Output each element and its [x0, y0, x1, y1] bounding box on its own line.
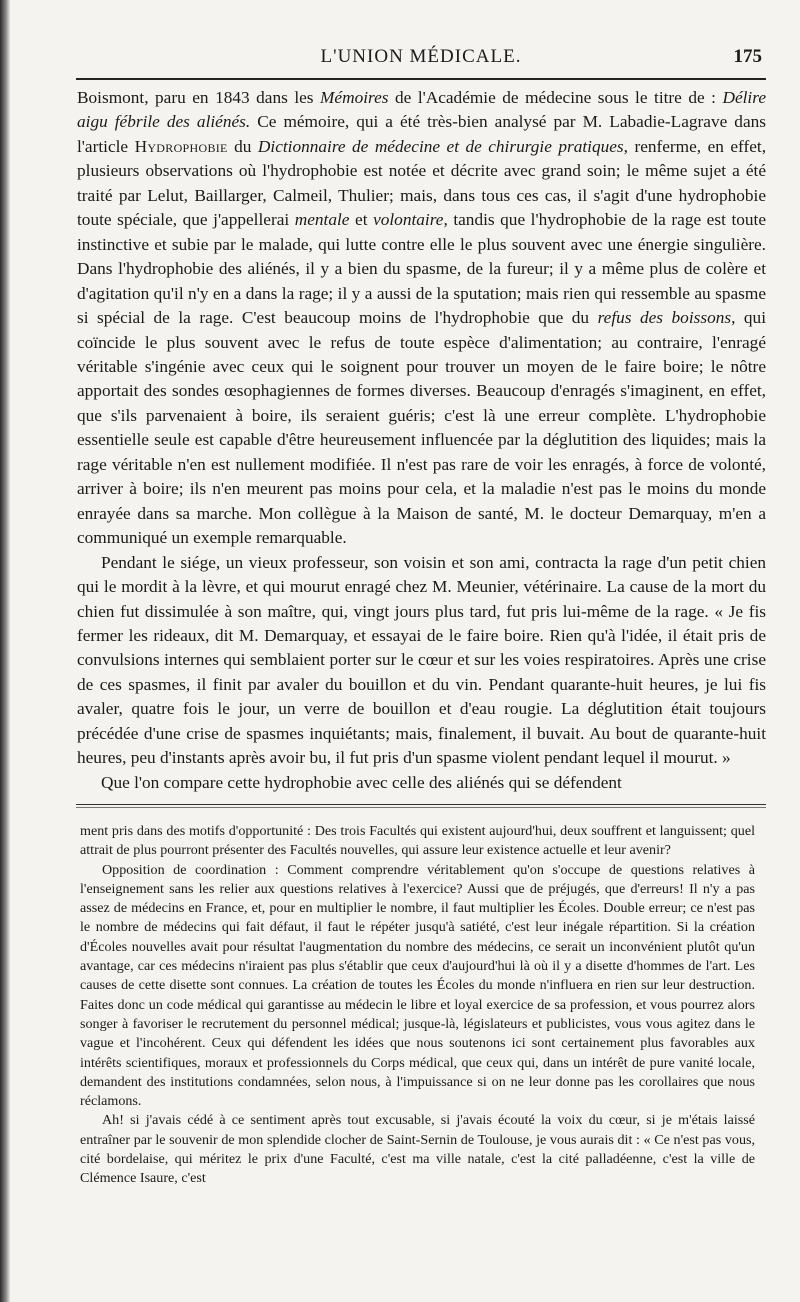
main-text [77, 86, 766, 795]
footnote-paragraph-2: Opposition de coordination : Comment comprendre véritablement qu'on s'occupe de questions relatives à l'enseignement sans les relier aux questions relatives à l'exercice? Aussi que de préjugés, que d'erreurs! Il n'y a pas assez de médecins en France, et, pour en multiplier le nombre, il faut multiplier les Écoles. Double erreur; ce n'est pas le nombre de médecins qui fait défaut, il faut le répéter jusqu'à satiété, c'est leur inégale répartition. Si la création d'Écoles nouvelles avait pour résultat l'augmentation du nombre des médecins, ce serait un inconvénient plutôt qu'un avantage, car ces médecins n'iraient pas plus s'établir que ceux d'aujourd'hui là où il y a disette d'hommes de l'art. Les causes de cette disette sont connues. La création de toutes les Écoles du monde n'influera en rien sur leur destruction. Faites donc un code médical qui garantisse au médecin le libre et loyal exercice de sa profession, et vous pourrez alors songer à favoriser le recrutement du personnel médical; jusque-là, législateurs et publicistes, vous vous agitez dans le vague et l'incohérent. Ceux qui défendent les idées que nous soutenons ici sont certainement plus favorables aux intérêts scientifiques, moraux et professionnels du Corps médical, que ceux qui, dans un intérêt de pure vanité locale, demandent des institutions condamnées, selon nous, à l'impuissance si on ne leur donne pas les corollaires que nous réclamons. [80, 861, 755, 1110]
text-run: , tandis que l'hydrophobie de la rage est toute instinctive et subie par le malade, qui lutte contre elle le plus souvent avec une énergie singulière. Dans l'hydrophobie des aliénés, il y a bien du spasme, de la fureur; il y a même plus de colère et d'agitation qu'il n'y en a dans la rage; il y a aussi de la sputation; mais rien qui ressemble au spasme si spécial de la rage. C'est beaucoup moins de l'hydrophobie que du [77, 210, 766, 328]
paragraph-2: Pendant le siége, un vieux professeur, son voisin et son ami, contracta la rage d'un petit chien qui le mordit à la lèvre, et qui mourut enragé chez M. Meunier, vétérinaire. La cause de la mort du chien fut dissimulée à son maître, qui, vingt jours plus tard, fut pris lui-même de la rage. « Je fis fermer les rideaux, dit M. Demarquay, et essayai de le faire boire. Rien qu'à l'idée, il était pris de convulsions internes qui semblaient porter sur le cœur et sur les voies respiratoires. Après une crise de ces spasmes, il finit par avaler du bouillon et du vin. Pendant quarante-huit heures, je lui fis avaler, quatre fois le jour, un verre de bouillon et d'eau rougie. La déglutition était toujours précédée d'une crise de spasmes inquiétants; mais, finalement, il buvait. Au bout de quarante-huit heures, peu d'instants après avoir bu, il fut pris d'un spasme violent pendant lequel il mourut. » [77, 552, 766, 768]
running-title: L'UNION MÉDICALE. [320, 46, 522, 67]
page-header [76, 46, 766, 72]
book-spine-shadow [0, 0, 10, 1302]
text-run: , renferme, en effet, plusieurs observations où l'hydrophobie est notée et décrite avec grand soin; le même sujet a été traité par Lelut, Baillarger, Calmeil, Thulier; mais, dans tous ces cas, il s'agit d'une hydrophobie toute spéciale, que j'appellerai [77, 136, 767, 230]
italic-run: Délire aigu fébrile des aliénés. [77, 88, 766, 132]
paragraph-1 [77, 86, 766, 551]
footnote-paragraph-3: Ah! si j'avais cédé à ce sentiment après tout excusable, si j'avais écouté la voix du cœur, si je m'étais laissé entraîner par le souvenir de mon splendide clocher de Saint-Sernin de Toulouse, je vous aurais dit : « Ce n'est pas vous, cité bordelaise, qui méritez le prix d'une Faculté, c'est ma ville natale, c'est la cité palladéenne, c'est la ville de Clémence Isaure, c'est [80, 1112, 755, 1187]
text-run: Boismont, paru en 1843 dans les [77, 88, 321, 107]
footnote-paragraph-1: ment pris dans des motifs d'opportunité : Des trois Facultés qui existent aujourd'hui, deux souffrent et languissent; quel attrait de plus pourront présenter des Facultés nouvelles, qui assure leur existence actuelle et leur avenir? [80, 823, 755, 859]
footnote-text [80, 822, 755, 1189]
footnote-rule [76, 804, 766, 805]
footnote-rule-secondary [76, 807, 766, 808]
text-run: et [349, 210, 374, 230]
page-number: 175 [733, 46, 762, 67]
italic-run: mentale [294, 210, 350, 230]
italic-run: Mémoires [320, 88, 389, 107]
text-run: Ce mémoire, qui a été très-bien analysé par M. Labadie-Lagrave dans l'article [77, 112, 766, 156]
italic-run: volontaire [373, 210, 444, 230]
paragraph-3: Que l'on compare cette hydrophobie avec celle des aliénés qui se défendent [101, 772, 622, 792]
text-run: du [227, 136, 258, 156]
italic-run: Dictionnaire de médecine et de chirurgie pratiques [257, 136, 624, 156]
italic-run: refus des boissons [597, 308, 732, 328]
text-run: , qui coïncide le plus souvent avec le refus de toute espèce d'alimentation; au contraire, l'enragé véritable s'ingénie avec ceux qui le soignent pour trouver un moyen de le faire boire; le nôtre apportait des sondes œsophagiennes de formes diverses. Beaucoup d'enragés s'imaginent, en effet, que s'ils parvenaient à boire, ils seraient guéris; c'est là une erreur complète. L'hydrophobie essentielle seule est capable d'être heureusement influencée par la déglutition des liquides; mais la rage véritable n'en est nullement modifiée. Il n'est pas rare de voir les enragés, à force de volonté, arriver à boire; ils n'en meurent pas moins pour cela, et la maladie n'est pas le moins du monde enrayée dans sa marche. Mon collègue à la Maison de santé, M. le docteur Demarquay, m'en a communiqué un exemple remarquable. [77, 308, 766, 548]
small-caps-run: Hydrophobie [134, 136, 228, 156]
text-run: de l'Académie de médecine sous le titre de : [388, 88, 723, 107]
header-rule [76, 78, 766, 80]
